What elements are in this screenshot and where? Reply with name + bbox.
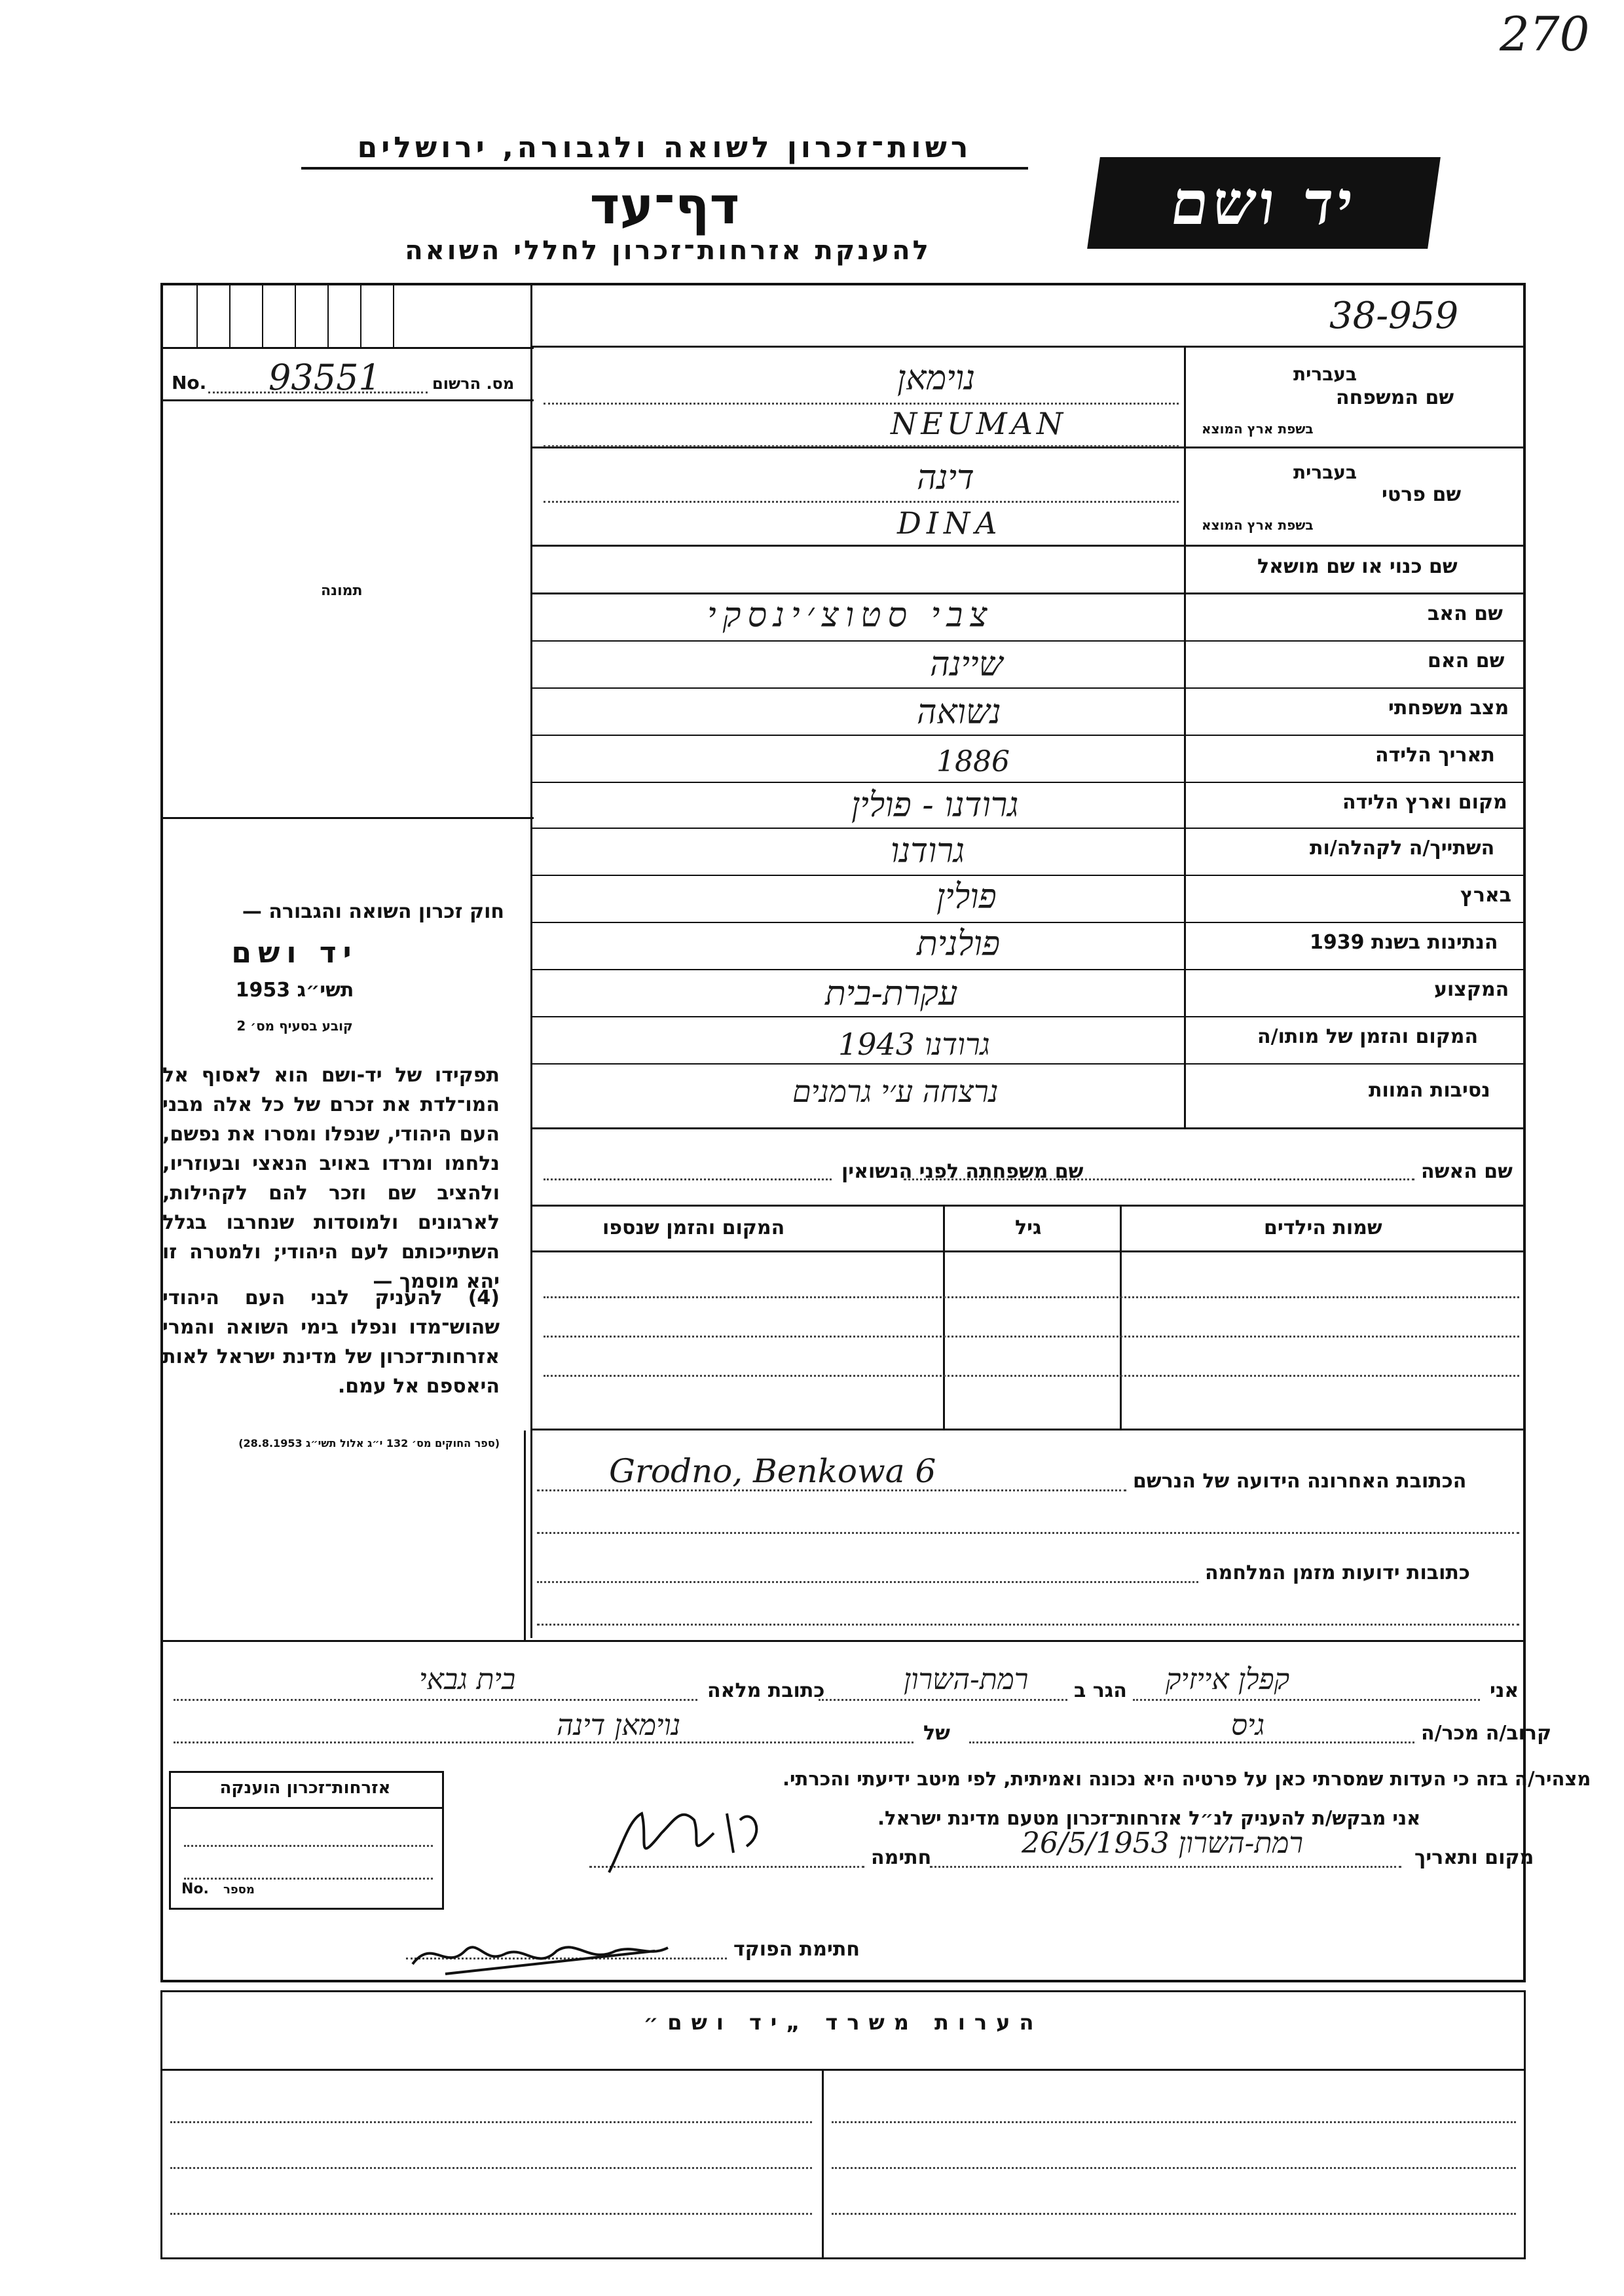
law-clause: קובע בסעיף מס׳ 2 bbox=[236, 1018, 353, 1034]
resides-value: רמת-השרון bbox=[904, 1663, 1029, 1696]
official-signature-label: חתימת הפוקד bbox=[733, 1938, 860, 1961]
law-name: יד ושם bbox=[231, 936, 358, 970]
community-label: השתייך/ה לקהלה/ות bbox=[1310, 837, 1495, 860]
registration-number: 93551 bbox=[268, 357, 381, 398]
signature-label: חתימה bbox=[871, 1846, 932, 1869]
last-address-value: Grodno, Benkowa 6 bbox=[609, 1452, 936, 1490]
family-name-origin-label: בשפת ארץ המוצא bbox=[1202, 421, 1314, 437]
mother-value: שיינה bbox=[930, 645, 1003, 684]
registration-label: מס. הרשום bbox=[432, 374, 515, 393]
corner-number: 270 bbox=[1500, 7, 1590, 62]
relation-label: קרוב/ה מכר/ה bbox=[1421, 1722, 1552, 1745]
full-address-value: בית גבאי bbox=[419, 1663, 516, 1696]
resides-label: הגר ב bbox=[1074, 1679, 1127, 1702]
citizenship-number-label: מספר bbox=[223, 1883, 255, 1897]
first-name-origin: DINA bbox=[897, 505, 1003, 541]
first-name-hebrew: דינה bbox=[917, 458, 974, 498]
declarant-i-label: אני bbox=[1490, 1679, 1519, 1702]
law-citation: (ספר החוקים מס׳ 132 י״ג אלול תשי״ג 28.8.1953) bbox=[238, 1437, 500, 1449]
official-signature bbox=[406, 1925, 681, 1984]
citizenship-label: הנתינות בשנת 1939 bbox=[1310, 931, 1498, 954]
law-year: תשי״ג 1953 bbox=[235, 979, 354, 1002]
law-title: חוק זכרון השואה והגבורה — bbox=[242, 900, 504, 923]
war-address-label: כתובות ידועות מזמן המלחמה bbox=[1205, 1561, 1470, 1584]
country-value: פולין bbox=[936, 877, 997, 917]
children-place-header: המקום והזמן שנספו bbox=[602, 1216, 785, 1239]
birth-place-value: גרודנו - פולין bbox=[851, 786, 1019, 825]
first-name-label: שם פרטי bbox=[1382, 483, 1462, 506]
death-place-value: גרודנו 1943 bbox=[838, 1027, 990, 1062]
wife-label: שם האשה bbox=[1421, 1160, 1513, 1183]
birth-date-value: 1886 bbox=[936, 745, 1010, 778]
logo-text: יד ושם bbox=[1166, 168, 1361, 238]
family-name-origin: NEUMAN bbox=[891, 406, 1067, 441]
of-value: נוימאן דינה bbox=[557, 1709, 681, 1742]
last-address-label: הכתובת האחרונה הידועה של הנרשם bbox=[1133, 1470, 1467, 1493]
death-cause-label: נסיבות המוות bbox=[1369, 1079, 1490, 1102]
father-label: שם האב bbox=[1428, 602, 1503, 625]
institution-name: רשות־זכרון לשואה ולגבורה, ירושלים bbox=[301, 131, 1028, 170]
death-place-label: המקום והזמן של מותו/ה bbox=[1257, 1025, 1479, 1048]
citizenship-no-label: No. bbox=[181, 1881, 209, 1897]
first-name-hebrew-label: בעברית bbox=[1293, 462, 1357, 483]
file-number: 38-959 bbox=[1329, 295, 1459, 337]
profession-value: עקרת-בית bbox=[825, 974, 958, 1013]
law-text: תפקידו של יד-ושם הוא לאסוף אל המו־לדת את זכרם של כל אלה מבני העם היהודי, שנפלו ומסרו את נפשם, נלחמו ומרדו באויב הנאצי ובעוזריו, ולהציב שם וזכר להם לקהילות, לארגונים ולמוסדות שנחרבו בגלל השתייכותם לעם היהודי; ולמטרה זו יהא מוסמך — bbox=[162, 1064, 500, 1293]
citizenship-granted-title: אזרחות־זכרון הוענקה bbox=[219, 1778, 391, 1798]
page-title: דף־עד bbox=[589, 177, 740, 236]
father-value: צבי סטוצ׳ינסקי bbox=[707, 596, 994, 635]
citizenship-value: פולנית bbox=[917, 924, 1001, 964]
community-value: גרודנו bbox=[891, 831, 965, 871]
full-address-label: כתובת מלאה bbox=[707, 1679, 825, 1702]
photo-label: תמונה bbox=[321, 583, 363, 599]
profession-label: המקצוע bbox=[1434, 978, 1509, 1001]
first-name-origin-label: בשפת ארץ המוצא bbox=[1202, 517, 1314, 533]
citizenship-granted-box bbox=[169, 1771, 444, 1910]
marital-value: נשואה bbox=[917, 693, 1001, 732]
death-cause-value: נרצחה ע׳י גרמנים bbox=[792, 1074, 999, 1109]
family-name-hebrew: נוימאן bbox=[897, 359, 976, 398]
maiden-name-label: שם משפחתה לפני הנשואין bbox=[841, 1160, 1084, 1183]
of-label: של bbox=[923, 1722, 950, 1745]
office-notes-title: הערות משרד „יד ושם״ bbox=[643, 2010, 1043, 2035]
country-label: בארץ bbox=[1460, 884, 1512, 907]
place-date-value: רמת-השרון 26/5/1953 bbox=[1022, 1827, 1304, 1860]
children-age-header: גיל bbox=[1015, 1216, 1042, 1239]
statement-2: אני מבקש/ת להעניק לנ״ל אזרחות־זכרון מטעם מדינת ישראל. bbox=[877, 1807, 1421, 1829]
statement-1: מצהיר/ה בזה כי העדות שמסרתי כאן על פרטיה היא נכונה ואמיתית, לפי מיטב ידיעתי והכרתי. bbox=[783, 1768, 1591, 1790]
relation-value: גיס bbox=[1231, 1709, 1265, 1742]
family-name-label: שם המשפחה bbox=[1336, 386, 1454, 409]
family-name-hebrew-label: בעברית bbox=[1293, 363, 1357, 385]
birth-date-label: תאריך הלידה bbox=[1375, 744, 1495, 767]
law-text-clause-4: (4) להעניק לבני העם היהודי שהוש־מדו ונפלו בימי השואה והמרי אזרחות־זכרון של מדינת ישראל לאות היאספם אל עמם. bbox=[162, 1286, 500, 1398]
place-date-label: מקום ותאריך bbox=[1414, 1846, 1534, 1869]
registration-no-label: No. bbox=[172, 372, 207, 393]
mother-label: שם האם bbox=[1428, 649, 1505, 672]
marital-label: מצב משפחתי bbox=[1388, 697, 1509, 720]
declarant-name: קפלן אייזיק bbox=[1166, 1663, 1290, 1696]
nickname-label: שם כנוי או שם מושאל bbox=[1257, 555, 1458, 578]
birth-place-label: מקום וארץ הלידה bbox=[1342, 791, 1507, 814]
declarant-signature bbox=[583, 1794, 805, 1886]
page-subtitle: להענקת אזרחות־זכרון לחללי השואה bbox=[405, 236, 931, 266]
yad-vashem-logo bbox=[1087, 157, 1441, 249]
children-names-header: שמות הילדים bbox=[1264, 1216, 1382, 1239]
